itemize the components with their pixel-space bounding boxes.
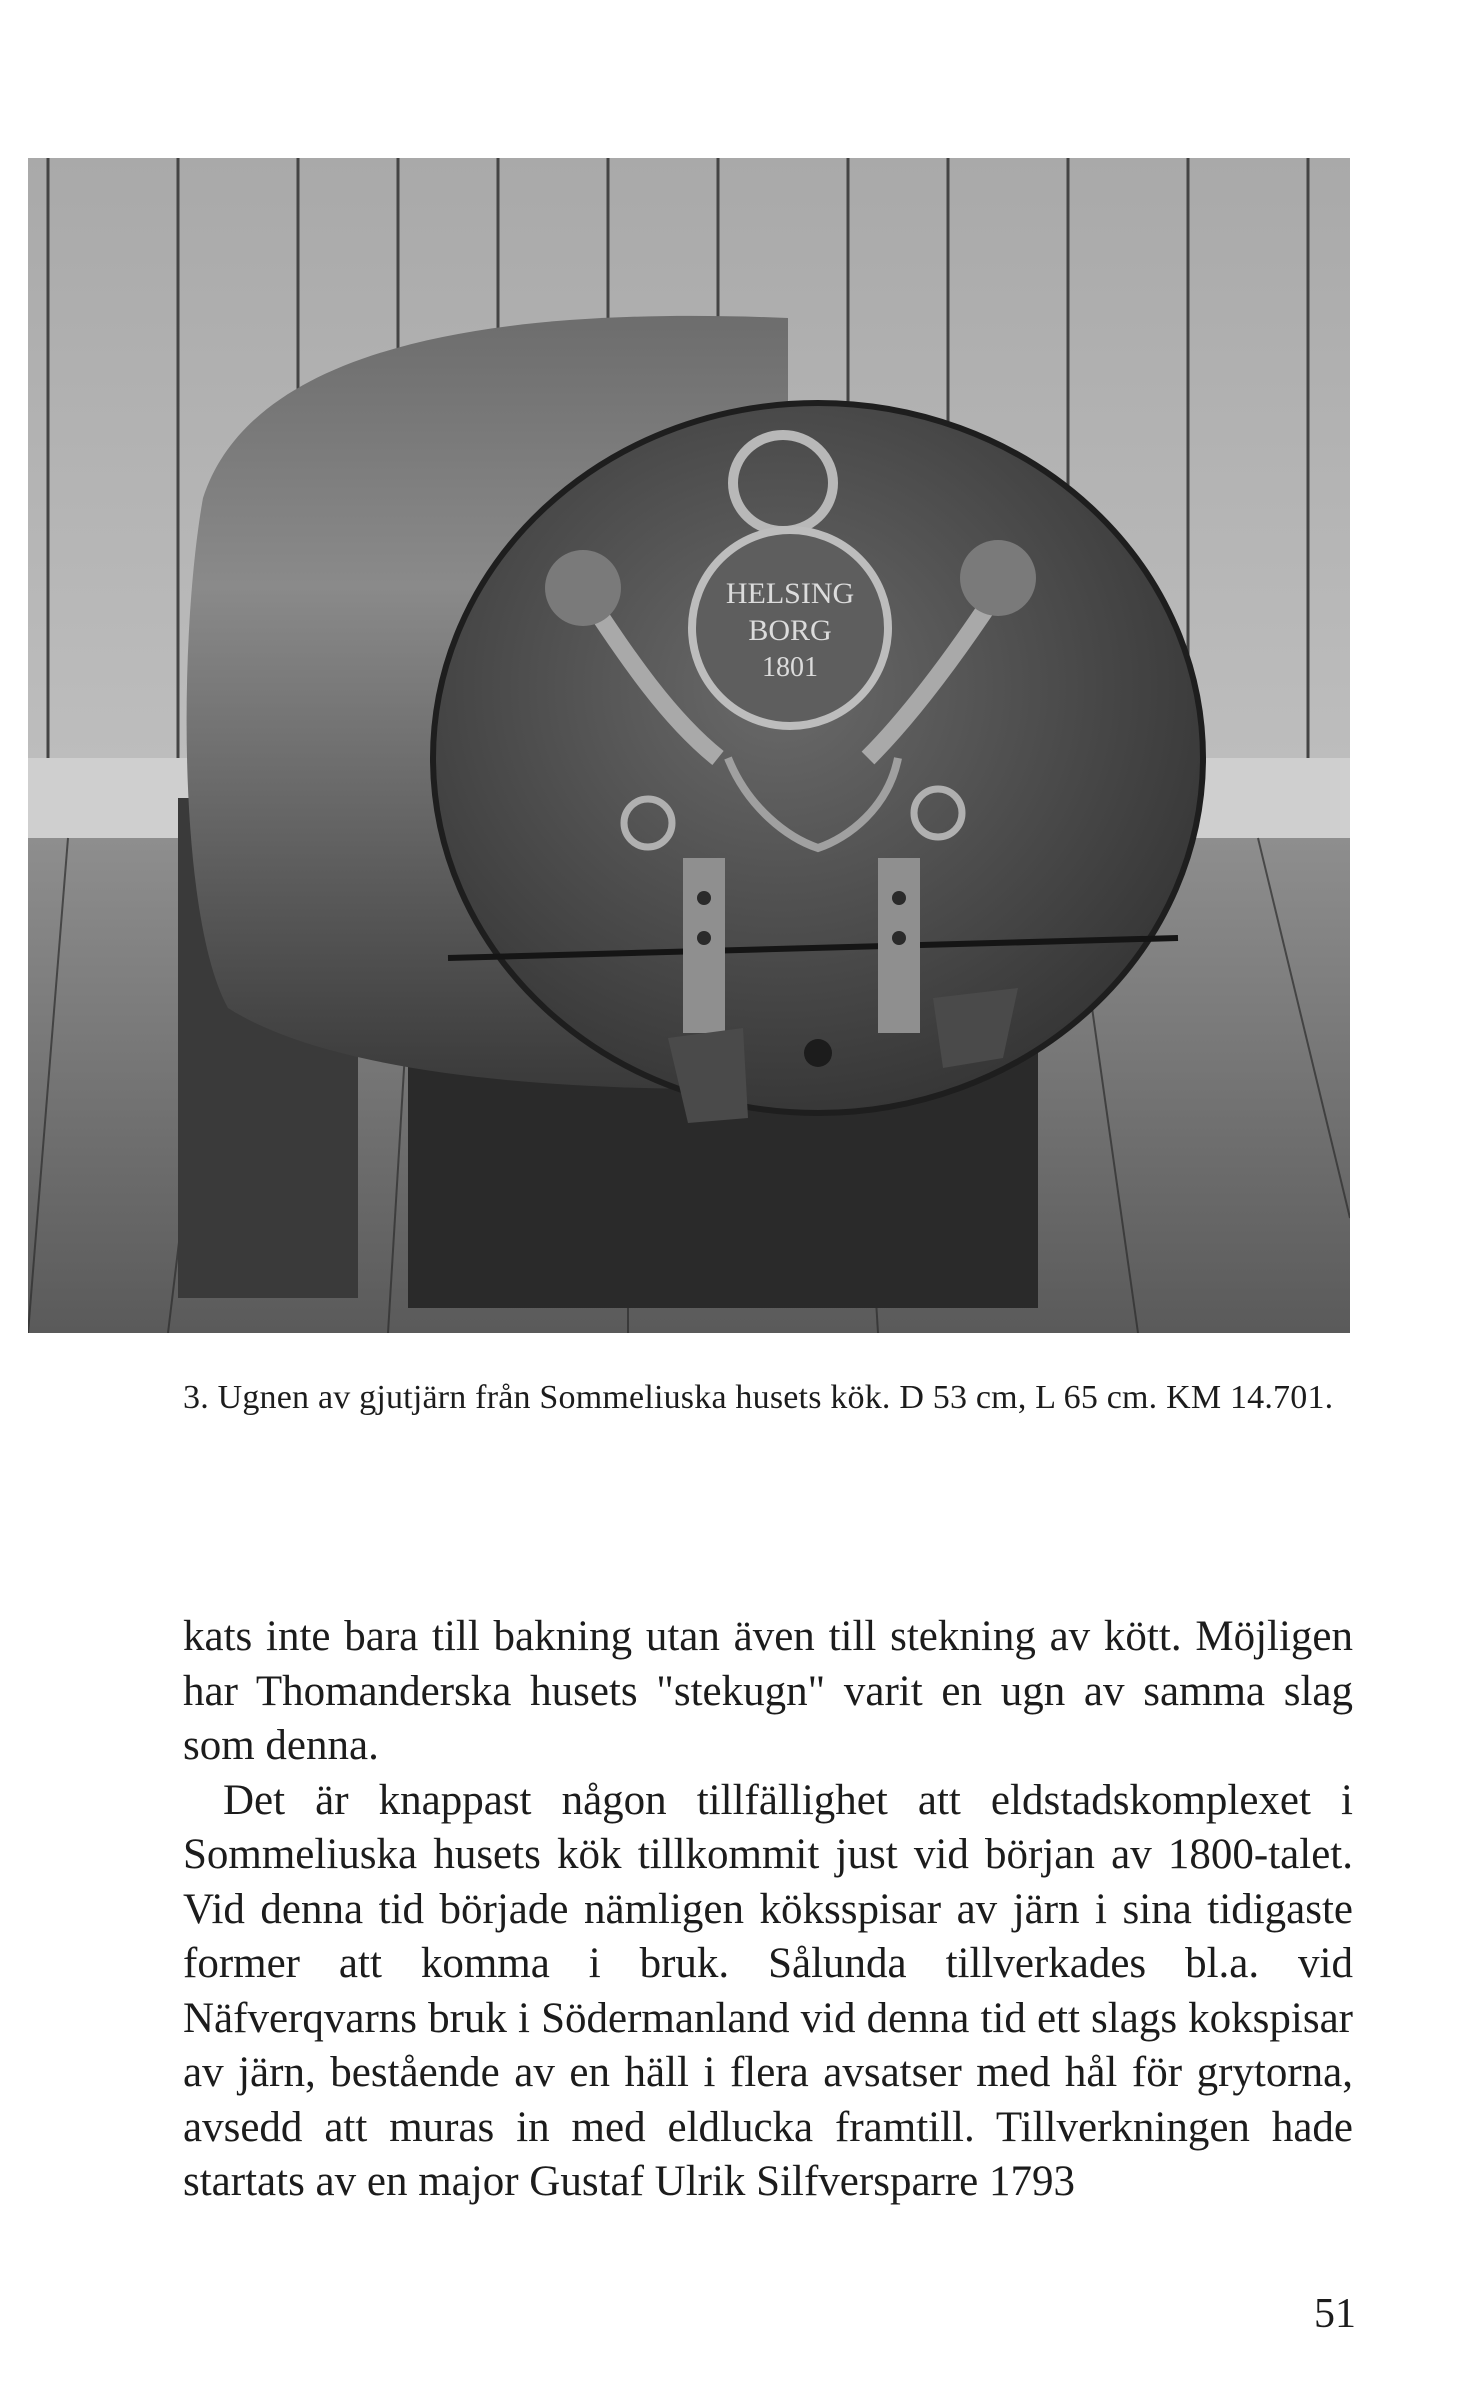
paragraph-1: kats inte bara till bakning utan även till stekning av kött. Möjligen har Thomanderska husets "stekugn" varit en ugn av samma slag som denna. [183, 1613, 1353, 1769]
oven-photograph [28, 158, 1350, 1333]
page-number: 51 [1314, 2291, 1356, 2337]
plaque-line-2: BORG [748, 614, 832, 647]
figure-caption: 3. Ugnen av gjutjärn från Sommeliuska husets kök. D 53 cm, L 65 cm. KM 14.701. [183, 1379, 1334, 1416]
plaque-line-1: HELSING [725, 577, 855, 610]
oven-illustration [28, 158, 1350, 1333]
body-text [183, 1610, 1353, 2210]
plaque-line-3: 1801 [762, 652, 818, 683]
paragraph-2: Det är knappast någon tillfällighet att eldstadskomplexet i Sommeliuska husets kök tillkommit just vid början av 1800-talet. Vid denna tid började nämligen köksspisar av järn i sina tidigaste former att komma i bruk. Sålunda tillverkades bl.a. vid Näfverqvarns bruk i Södermanland vid denna tid ett slags kokspisar av järn, bestående av en häll i flera avsatser med hål för grytorna, avsedd att muras in med eldlucka framtill. Tillverkningen hade startats av en major Gustaf Ulrik Silfversparre 1793 [183, 1776, 1353, 2205]
